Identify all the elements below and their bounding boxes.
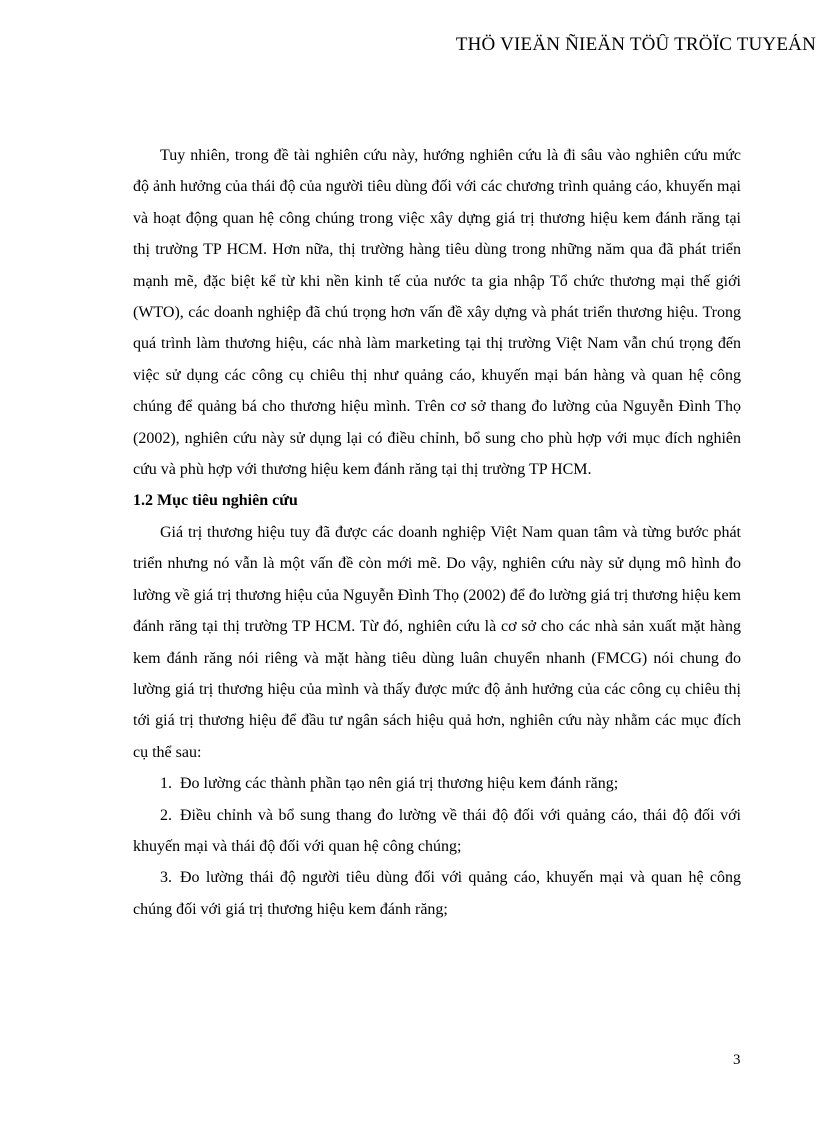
list-text: Điều chỉnh và bổ sung thang đo lường về thái độ đối với quảng cáo, thái độ đối với khuyến mại và thái độ đối với quan hệ công chúng; bbox=[133, 806, 741, 855]
page-header: THÖ VIEÄN ÑIEÄN TÖÛ TRÖÏC TUYEÁN bbox=[455, 34, 816, 55]
page-number: 3 bbox=[733, 1052, 741, 1068]
list-number: 3. bbox=[160, 869, 172, 887]
list-number: 2. bbox=[160, 806, 172, 824]
list-text: Đo lường thái độ người tiêu dùng đối với quảng cáo, khuyến mại và quan hệ công chúng đối với giá trị thương hiệu kem đánh răng; bbox=[133, 869, 741, 918]
section-heading: 1.2 Mục tiêu nghiên cứu bbox=[133, 492, 298, 510]
paragraph-intro: Tuy nhiên, trong đề tài nghiên cứu này, hướng nghiên cứu là đi sâu vào nghiên cứu mức độ ảnh hưởng của thái độ của người tiêu dùng đối với các chương trình quảng cáo, khuyến mại và hoạt động quan hệ công chúng trong việc xây dựng giá trị thương hiệu kem đánh răng tại thị trường TP HCM. Hơn nữa, thị trường hàng tiêu dùng trong những năm qua đã phát triển mạnh mẽ, đặc biệt kể từ khi nền kinh tế của nước ta gia nhập Tổ chức thương mại thế giới (WTO), các doanh nghiệp đã chú trọng hơn vấn đề xây dựng và phát triển thương hiệu. Trong quá trình làm thương hiệu, các nhà làm marketing tại thị trường Việt Nam vẫn chú trọng đến việc sử dụng các công cụ chiêu thị như quảng cáo, khuyến mại bán hàng và quan hệ công chúng để quảng bá cho thương hiệu mình. Trên cơ sở thang đo lường của Nguyễn Đình Thọ (2002), nghiên cứu này sử dụng lại có điều chỉnh, bổ sung cho phù hợp với mục đích nghiên cứu và phù hợp với thương hiệu kem đánh răng tại thị trường TP HCM. bbox=[133, 147, 741, 479]
list-item bbox=[133, 800, 741, 863]
list-text: Đo lường các thành phần tạo nên giá trị thương hiệu kem đánh răng; bbox=[180, 775, 619, 793]
document-body bbox=[133, 140, 741, 925]
paragraph-objectives: Giá trị thương hiệu tuy đã được các doanh nghiệp Việt Nam quan tâm và từng bước phát triển nhưng nó vẫn là một vấn đề còn mới mẽ. Do vậy, nghiên cứu này sử dụng mô hình đo lường về giá trị thương hiệu của Nguyễn Đình Thọ (2002) để đo lường giá trị thương hiệu kem đánh răng tại thị trường TP HCM. Từ đó, nghiên cứu là cơ sở cho các nhà sản xuất mặt hàng kem đánh răng nói riêng và mặt hàng tiêu dùng luân chuyển nhanh (FMCG) nói chung đo lường giá trị thương hiệu của mình và thấy được mức độ ảnh hưởng của các công cụ chiêu thị tới giá trị thương hiệu để đầu tư ngân sách hiệu quả hơn, nghiên cứu này nhằm các mục đích cụ thể sau: bbox=[133, 523, 741, 761]
list-number: 1. bbox=[160, 775, 172, 793]
list-item bbox=[133, 768, 741, 799]
list-item bbox=[133, 862, 741, 925]
